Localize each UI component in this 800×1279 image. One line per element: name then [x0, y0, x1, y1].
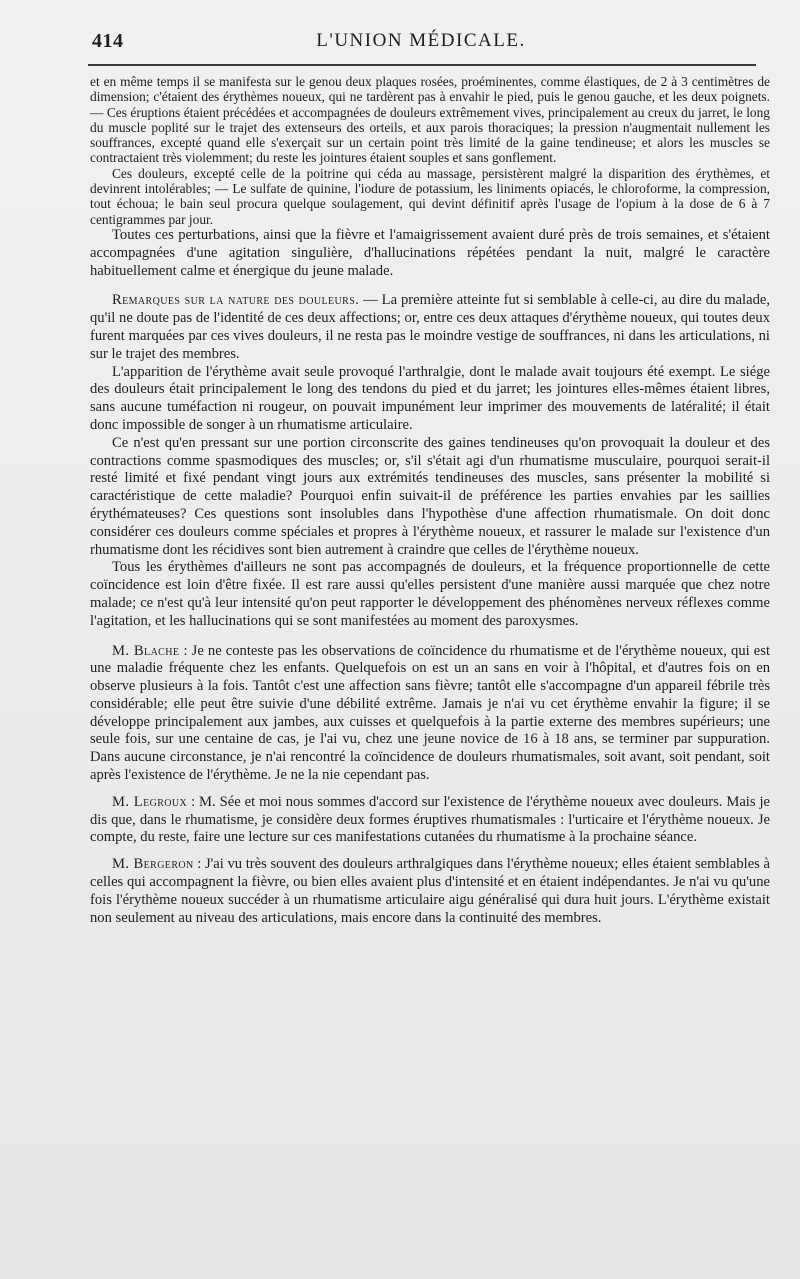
- paragraph-blache-text: : Je ne conteste pas les observations de coïncidence du rhumatisme et de l'érythème noueux, qui est une maladie fréquente chez les enfants. Quelquefois on est un an sans en voir à l'hôpital, et d'autres fois on en observe plusieurs à la fois. Tantôt c'est une affection sans fièvre; tantôt elle s'accompagne d'un appareil fébrile très considérable; elle peut être suivie d'une débilité extrême. Jamais je n'ai vu cet érythème envahir la figure; il se développe principalement aux jambes, aux cuisses et quelquefois à la partie externe des membres supérieurs; une seule fois, sur une centaine de cas, je l'ai vu, chez une jeune novice de 16 à 18 ans, se terminer par suppuration. Dans aucune circonstance, je n'ai rencontré la coïncidence de douleurs rhumatismales, soit avant, soit pendant, soit après l'existence de l'érythème. Je ne la nie cependant pas.: [90, 642, 770, 784]
- paragraph-legroux: [90, 794, 770, 847]
- paragraph-bergeron: [90, 856, 770, 927]
- paragraph-legroux-text: : M. Sée et moi nous sommes d'accord sur l'existence de l'érythème noueux avec douleurs. Mais je dis que, dans le rhumatisme, je considère deux formes éruptives rhumatismales : l'urticaire et l'érythème noueux. Je compte, du reste, faire une lecture sur ces manifestations cutanées du rhumatisme à la prochaine séance.: [90, 793, 770, 846]
- speaker-name: M. Legroux: [112, 793, 188, 810]
- paragraph-pain-persistence: Ces douleurs, excepté celle de la poitrine qui céda au massage, persistèrent malgré la disparition des érythèmes, et devinrent intolérables; — Le sulfate de quinine, l'iodure de potassium, les liniments opiacés, le chloroforme, la compression, tout échoua; le bain seul procura quelque soulagement, qui devint définitif après l'usage de l'opium à la dose de 6 à 7 centigrammes par jour.: [90, 165, 770, 227]
- paragraph-erythemas: Tous les érythèmes d'ailleurs ne sont pas accompagnés de douleurs, et la fréquence proportionnelle de cette coïncidence est loin d'être fixée. Il est rare aussi qu'elles persistent d'une manière aussi marquée que chez notre malade; ce n'est qu'à leur intensité qu'on peut rapporter le développement des phénomènes nerveux réflexes comme l'agitation, et les hallucinations qui se sont manifestées au moment des paroxysmes.: [90, 559, 770, 629]
- paragraph-bergeron-text: : J'ai vu très souvent des douleurs arthralgiques dans l'érythème noueux; elles étaient semblables à celles qui accompagnent la fièvre, ou bien elles avaient plus d'intensité et en étaient indépendantes. Je n'ai vu qu'une fois l'érythème noueux succéder à un rhumatisme articulaire aigu généralisé qui dura huit jours. L'érythème existait non seulement au niveau des articulations, mais encore dans la continuité des membres.: [90, 856, 770, 926]
- section-gap: [90, 280, 770, 292]
- paragraph-continued: et en même temps il se manifesta sur le genou deux plaques rosées, proéminentes, comme élastiques, de 2 à 3 centimètres de dimension; c'étaient des érythèmes noueux, qui ne tardèrent pas à envahir le pied, puis le genou gauche, et les deux poignets. — Ces éruptions étaient précédées et accompagnées de douleurs extrêmement vives, principalement au creux du jarret, le long du muscle poplité sur le trajet des extenseurs des orteils, et aux parois thoraciques; la pression n'augmentait nullement les souffrances, excepté quand elle s'exerçait sur un certain point très limité de la gaine tendineuse; et alors les muscles se contractaient très violemment; du reste les jointures étaient souples et sans gonflement.: [90, 74, 770, 166]
- section-gap: [90, 631, 770, 643]
- section-gap: [90, 785, 770, 794]
- paragraph-remarks-text: — La première atteinte fut si semblable à celle-ci, au dire du malade, qu'il ne doute pas de l'identité de ces deux affections; or, entre ces deux attaques d'érythème noueux, qui toutes deux furent marquées par ces vives douleurs, il ne resta pas le moindre vestige de souffrances, ni dans les articulations, ni sur le trajet des membres.: [90, 292, 770, 362]
- article-body: [90, 74, 770, 927]
- paragraph-perturbations: Toutes ces perturbations, ainsi que la fièvre et l'amaigrissement avaient duré près de trois semaines, et s'étaient accompagnées d'une agitation singulière, d'hallucinations répétées pendant la nuit, malgré le caractère habituellement calme et énergique du jeune malade.: [90, 226, 770, 279]
- running-title: L'UNION MÉDICALE.: [316, 30, 526, 51]
- paragraph-blache: [90, 643, 770, 785]
- section-gap: [90, 847, 770, 856]
- page-number: 414: [92, 30, 124, 52]
- speaker-name: M. Bergeron: [112, 856, 194, 873]
- paragraph-tendon-sheaths: Ce n'est qu'en pressant sur une portion circonscrite des gaines tendineuses qu'on provoquait la douleur et des contractions comme spasmodiques des muscles; or, s'il s'était agi d'un rhumatisme musculaire, pourquoi serait-il resté limité et fixé pendant vingt jours aux extrémités tendineuses des muscles, sans présenter la mobilité si caractéristique de cette maladie? Pourquoi enfin suivait-il de préférence les parties envahies par les saillies érythémateuses? Ces questions sont insolubles dans l'hypothèse d'une affection rhumatismale. On doit donc considérer ces douleurs comme spéciales et propres à l'érythème noueux, et rassurer le malade sur l'existence d'un rhumatisme dont les récidives sont bien autrement à craindre que celles de l'érythème noueux.: [90, 434, 770, 558]
- header-rule: [88, 64, 756, 66]
- paragraph-remarks: [90, 292, 770, 363]
- paragraph-arthralgia: L'apparition de l'érythème avait seule provoqué l'arthralgie, dont le malade avait toujours été exempt. Le siége des douleurs était principalement le long des tendons du pied et du jarret; les jointures elles-mêmes étaient libres, sans aucune tuméfaction ni rougeur, on pouvait impunément leur imprimer des mouvements de latéralité; il était donc impossible de songer à un rhumatisme articulaire.: [90, 363, 770, 433]
- page-header: [92, 26, 750, 56]
- section-heading: Remarques sur la nature des douleurs.: [112, 292, 360, 309]
- speaker-name: M. Blache: [112, 642, 180, 659]
